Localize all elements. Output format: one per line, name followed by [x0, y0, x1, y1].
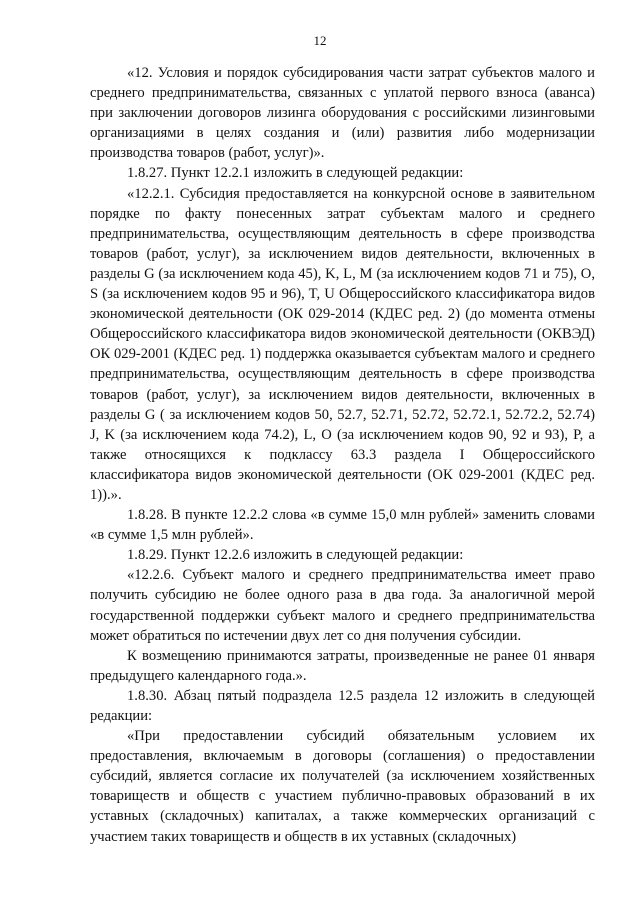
paragraph-subsidy-condition: «При предоставлении субсидий обязательным условием их предоставления, включаемым в договоры (соглашения) о предоставлении субсидий, является согласие их получателей (за исключением хозяйственных товариществ и обществ с участием публично-правовых образований в их уставных (складочных) капиталах, а также коммерческих организаций с участием таких товариществ и обществ в их уставных (складочных) — [90, 728, 595, 845]
paragraph-section-12-title: «12. Условия и порядок субсидирования части затрат субъектов малого и среднего предпринимательства, связанных с уплатой первого взноса (аванса) при заключении договоров лизинга оборудования с российскими лизинговыми организациями в целях создания и (или) развития либо модернизации производства товаров (работ, услуг)». — [90, 65, 595, 162]
paragraph-1-8-27: 1.8.27. Пункт 12.2.1 изложить в следующей редакции: — [127, 165, 464, 182]
paragraph-12-2-6: «12.2.6. Субъект малого и среднего предпринимательства имеет право получить субсидию не более одного раза в два года. За аналогичной мерой государственной поддержки субъект малого и среднего предпринимательства может обратиться по истечении двух лет со дня получения субсидии. — [90, 567, 595, 644]
paragraph-12-2-1: «12.2.1. Субсидия предоставляется на конкурсной основе в заявительном порядке по факту понесенных затрат субъектам малого и среднего предпринимательства, осуществляющим деятельность в сфере производства товаров (работ, услуг), за исключением видов деятельности, включенных в разделы G (за исключением кода 45), K, L, M (за исключением кодов 71 и 75), O, S (за исключением кодов 95 и 96), T, U Общероссийского классификатора видов экономической деятельности (ОК 029-2014 (КДЕС ред. 2) (до момента отмены Общероссийского классификатора видов экономической деятельности (ОКВЭД) ОК 029-2001 (КДЕС ред. 1) поддержка оказывается субъектам малого и среднего предпринимательства, осуществляющим деятельность в сфере производства товаров (работ, услуг), за исключением видов деятельности, включенных в разделы G ( за исключением кодов 50, 52.7, 52.71, 52.72, 52.72.1, 52.72.2, 52.74) J, K (за исключением кода 74.2), L, O (за исключением кодов 90, 92 и 93), P, а также относящихся к подклассу 63.3 раздела I Общероссийского классификатора видов экономической деятельности (ОК 029-2001 (КДЕС ред. 1)).». — [90, 185, 595, 503]
paragraph-1-8-30: 1.8.30. Абзац пятый подраздела 12.5 раздела 12 изложить в следующей редакции: — [90, 687, 595, 724]
paragraph-expenses: К возмещению принимаются затраты, произведенные не ранее 01 января предыдущего календарного года.». — [90, 647, 595, 684]
document-body — [90, 63, 595, 847]
paragraph-1-8-29: 1.8.29. Пункт 12.2.6 изложить в следующей редакции: — [127, 547, 464, 564]
page-number: 12 — [313, 33, 327, 48]
paragraph-1-8-28: 1.8.28. В пункте 12.2.2 слова «в сумме 15,0 млн рублей» заменить словами «в сумме 1,5 млн рублей». — [90, 507, 595, 544]
